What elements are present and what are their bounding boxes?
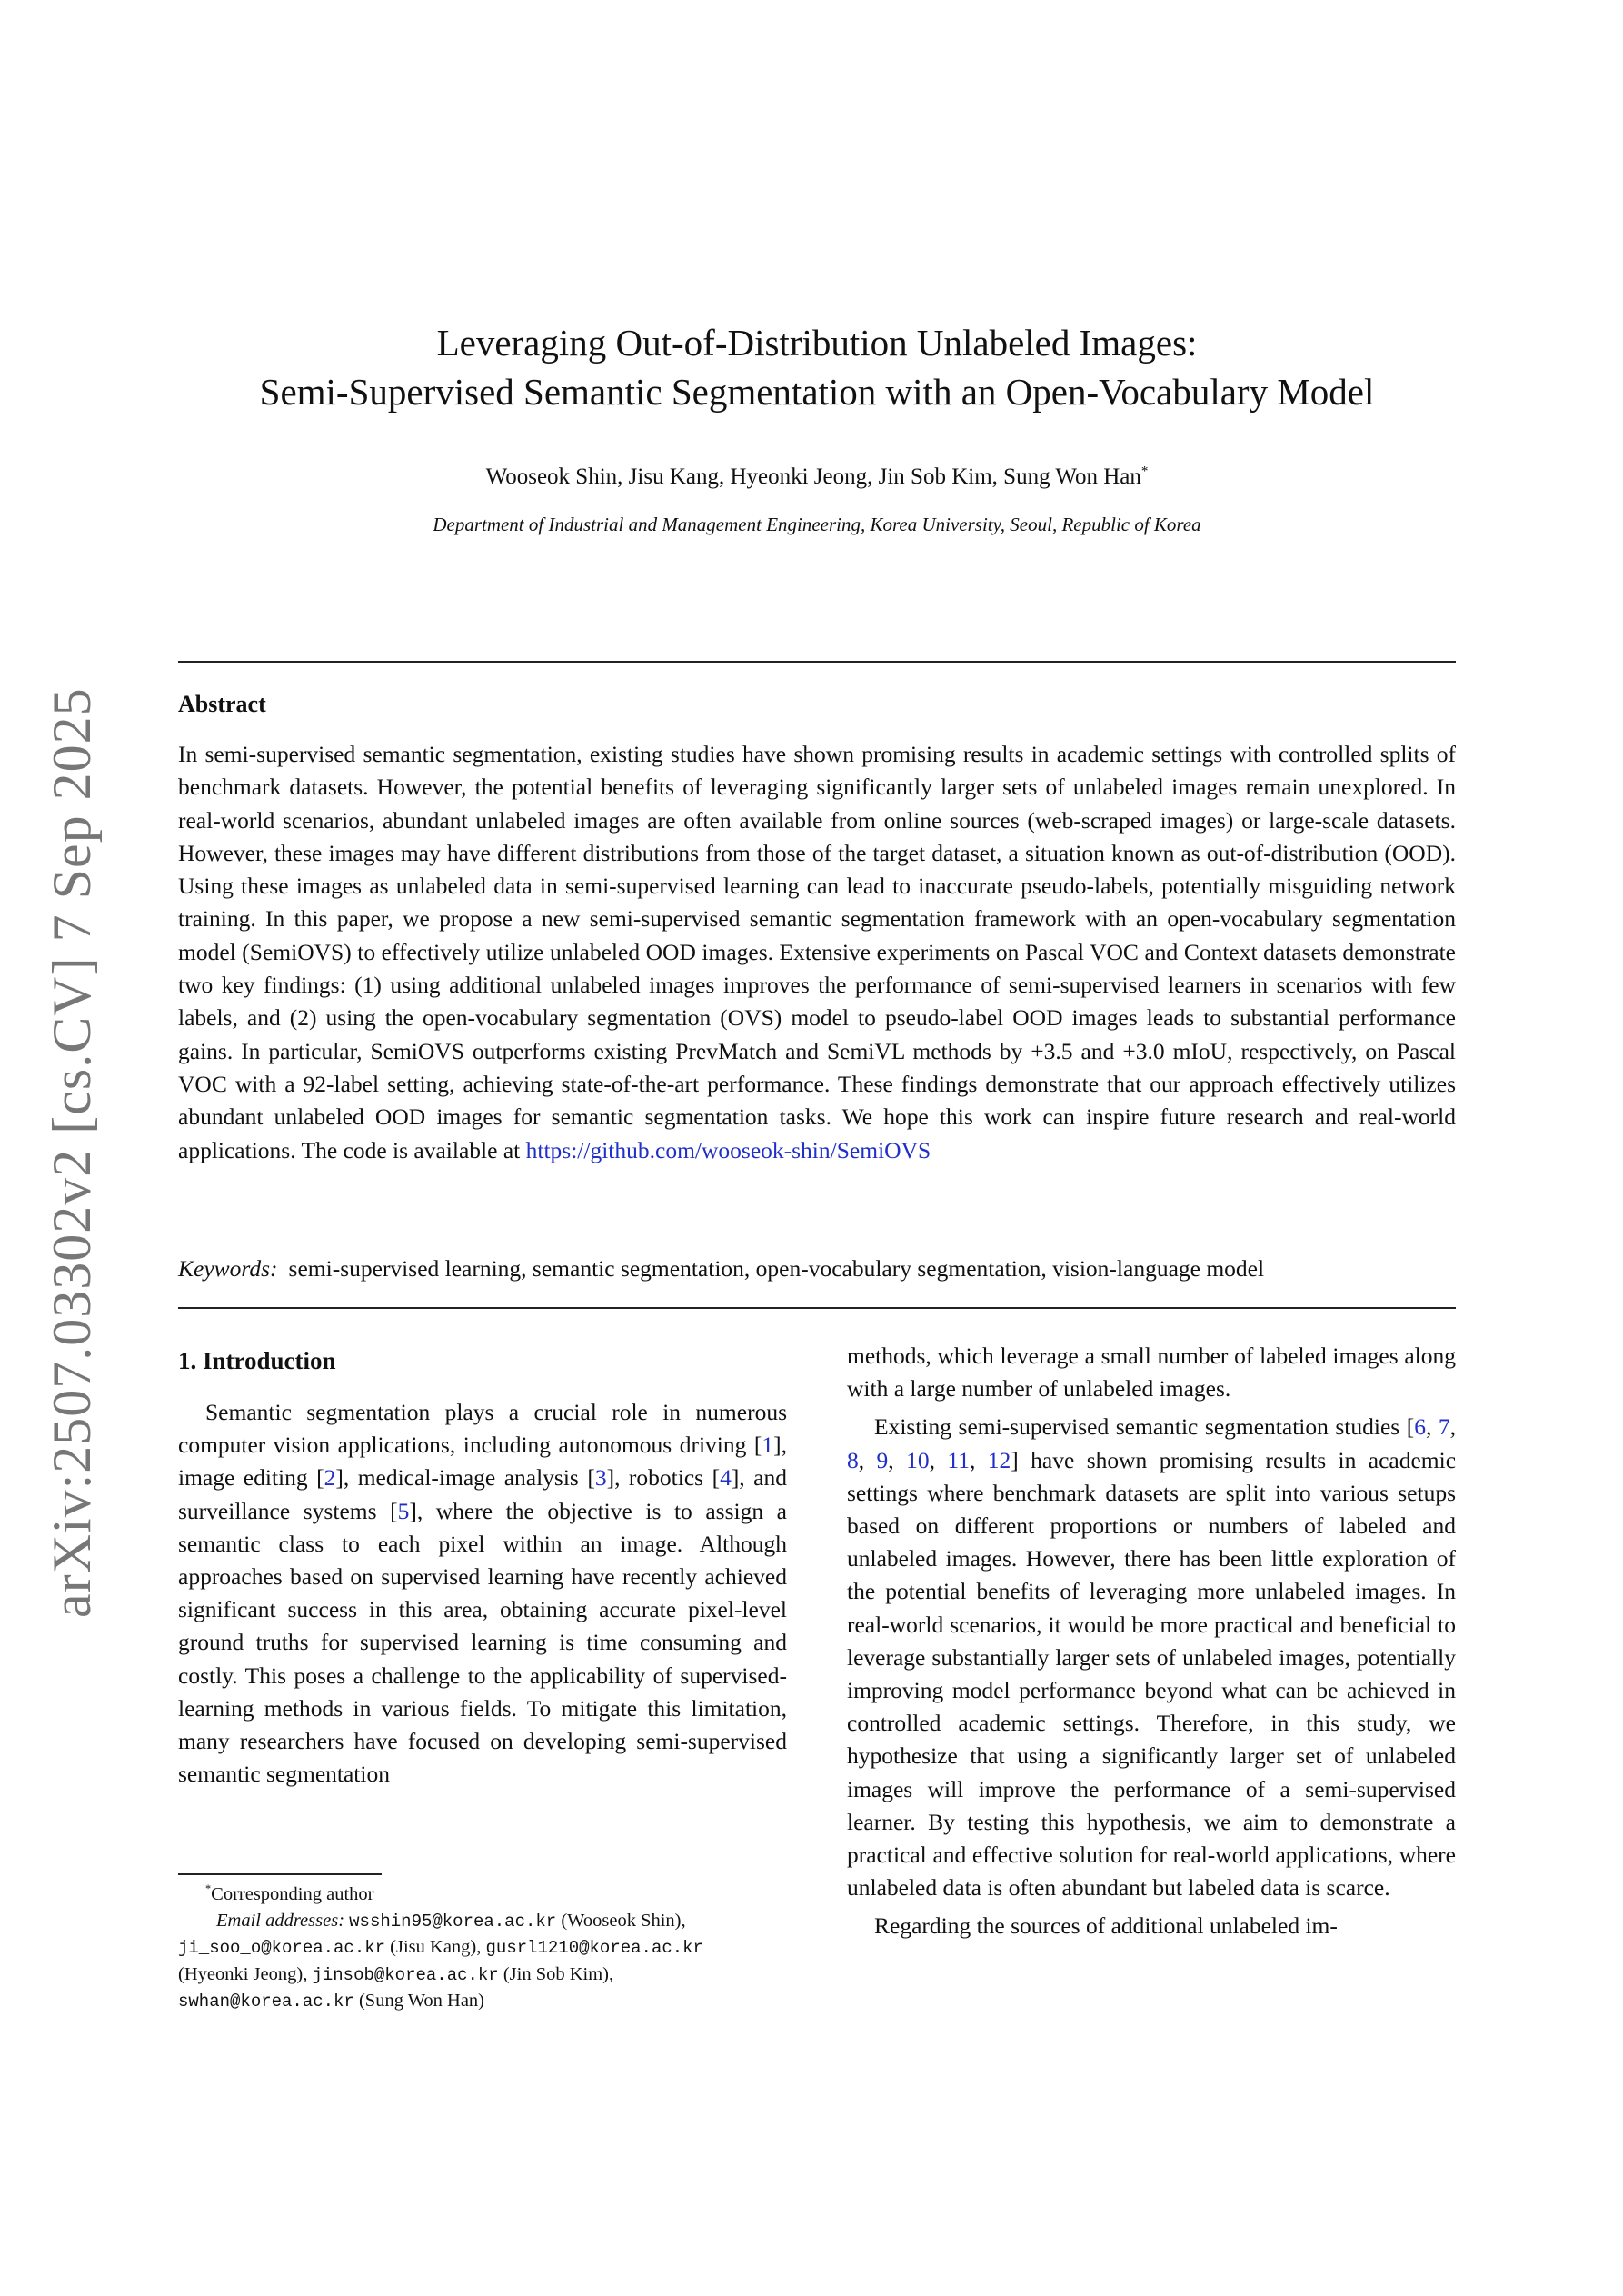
keywords-line xyxy=(178,1253,1456,1285)
section-heading-introduction: 1. Introduction xyxy=(178,1347,336,1374)
intro-paragraph-1: Semantic segmentation plays a crucial role in numerous computer vision applications, including autonomous driving [1], image editing [2], medical-image analysis [3], robotics [4], and surveillance systems [5], where the objective is to assign a semantic class to each pixel within an image. Although approaches based on supervised learning have recently achieved significant success in this area, obtaining accurate pixel-level ground truths for supervised learning is time consuming and costly. This poses a challenge to the applicability of supervised-learning methods in various fields. To mitigate this limitation, many researchers have focused on developing semi-supervised semantic segmentation xyxy=(178,1399,787,1788)
corresponding-author-note: *Corresponding author xyxy=(205,1882,374,1904)
title-line-2: Semi-Supervised Semantic Segmentation with an Open-Vocabulary Model xyxy=(259,371,1375,413)
affiliation: Department of Industrial and Management Engineering, Korea University, Seoul, Republic of Korea xyxy=(433,514,1201,535)
email-addresses-cont: ji_soo_o@korea.ac.kr (Jisu Kang), gusrl1210@korea.ac.kr xyxy=(178,1937,703,1958)
right-column xyxy=(847,1340,1456,1943)
abstract-heading: Abstract xyxy=(178,691,266,717)
email-addresses-cont: (Hyeonki Jeong), jinsob@korea.ac.kr (Jin Sob Kim), xyxy=(178,1963,614,1985)
top-rule xyxy=(178,661,1456,663)
abstract-body xyxy=(178,738,1456,1167)
email-addresses: Email addresses: wsshin95@korea.ac.kr (Wooseok Shin), xyxy=(216,1910,686,1932)
citation-link[interactable]: 4 xyxy=(720,1464,732,1492)
title-line-1: Leveraging Out-of-Distribution Unlabeled Images: xyxy=(436,322,1198,364)
paper-title xyxy=(178,318,1456,416)
citation-link[interactable]: 5 xyxy=(397,1497,410,1524)
keywords-label: Keywords: xyxy=(178,1255,278,1282)
keywords-text: semi-supervised learning, semantic segmentation, open-vocabulary segmentation, vision-language model xyxy=(288,1255,1265,1282)
author-list xyxy=(178,462,1456,493)
citation-link[interactable]: 7 xyxy=(1438,1413,1450,1441)
left-column xyxy=(178,1396,787,1791)
citation-link[interactable]: 9 xyxy=(876,1446,889,1473)
abstract-bottom-rule xyxy=(178,1307,1456,1309)
citation-link[interactable]: 6 xyxy=(1414,1413,1426,1441)
citation-link[interactable]: 1 xyxy=(762,1432,774,1459)
intro-paragraph-cont: methods, which leverage a small number of labeled images along with a large number of unlabeled images. xyxy=(847,1343,1456,1403)
citation-group: 6, 7, 8, 9, 10, 11, 12 xyxy=(847,1413,1456,1473)
code-link[interactable]: https://github.com/wooseok-shin/SemiOVS xyxy=(525,1136,931,1163)
arxiv-sidebar-stamp: arXiv:2507.03302v2 [cs.CV] 7 Sep 2025 xyxy=(42,687,102,1618)
abstract-text: In semi-supervised semantic segmentation, existing studies have shown promising results in academic settings with controlled splits of benchmark datasets. However, the potential benefits of leveraging significantly larger sets of unlabeled images remain unexplored. In real-world scenarios, abundant unlabeled images are often available from online sources (web-scraped images) or large-scale datasets. However, these images may have different distributions from those of the target dataset, a situation known as out-of-distribution (OOD). Using these images as unlabeled data in semi-supervised learning can lead to inaccurate pseudo-labels, potentially misguiding network training. In this paper, we propose a new semi-supervised semantic segmentation framework with an open-vocabulary segmentation model (SemiOVS) to effectively utilize unlabeled OOD images. Extensive experiments on Pascal VOC and Context datasets demonstrate two key findings: (1) using additional unlabeled images improves the performance of semi-supervised learners in scenarios with few labels, and (2) using the open-vocabulary segmentation (OVS) model to pseudo-label OOD images leads to substantial performance gains. In particular, SemiOVS outperforms existing PrevMatch and SemiVL methods by +3.5 and +3.0 mIoU, respectively, on Pascal VOC with a 92-label setting, achieving state-of-the-art performance. These findings demonstrate that our approach effectively utilizes abundant unlabeled OOD images for semantic segmentation tasks. We hope this work can inspire future research and real-world applications. The code is available at xyxy=(178,741,1456,1163)
corresponding-mark: * xyxy=(1140,464,1149,479)
citation-link[interactable]: 8 xyxy=(847,1446,859,1473)
email-addresses-cont: swhan@korea.ac.kr (Sung Won Han) xyxy=(178,1991,485,2011)
intro-paragraph-3: Regarding the sources of additional unlabeled im- xyxy=(874,1912,1338,1940)
citation-link[interactable]: 2 xyxy=(324,1464,336,1492)
citation-link[interactable]: 12 xyxy=(987,1446,1011,1473)
citation-link[interactable]: 3 xyxy=(594,1464,607,1492)
intro-paragraph-2: Existing semi-supervised semantic segmentation studies [6, 7, 8, 9, 10, 11, 12] have shown promising results in academic settings where benchmark datasets are split into various setups based on different proportions or numbers of labeled and unlabeled images. However, there has been little exploration of the potential benefits of leveraging more unlabeled images. In real-world scenarios, it would be more practical and beneficial to leverage substantially larger sets of unlabeled images, potentially improving model performance beyond what can be achieved in controlled academic settings. Therefore, in this study, we hypothesize that using a significantly larger set of unlabeled images will improve the performance of a semi-supervised learner. By testing this hypothesis, we aim to demonstrate a practical and effective solution for real-world applications, where unlabeled data is often abundant but labeled data is scarce. xyxy=(847,1413,1457,1902)
authors-text: Wooseok Shin, Jisu Kang, Hyeonki Jeong, Jin Sob Kim, Sung Won Han xyxy=(485,464,1141,489)
citation-link[interactable]: 11 xyxy=(947,1446,970,1473)
citation-link[interactable]: 10 xyxy=(906,1446,930,1473)
footnote-rule xyxy=(178,1873,382,1875)
footnote xyxy=(178,1882,787,2015)
